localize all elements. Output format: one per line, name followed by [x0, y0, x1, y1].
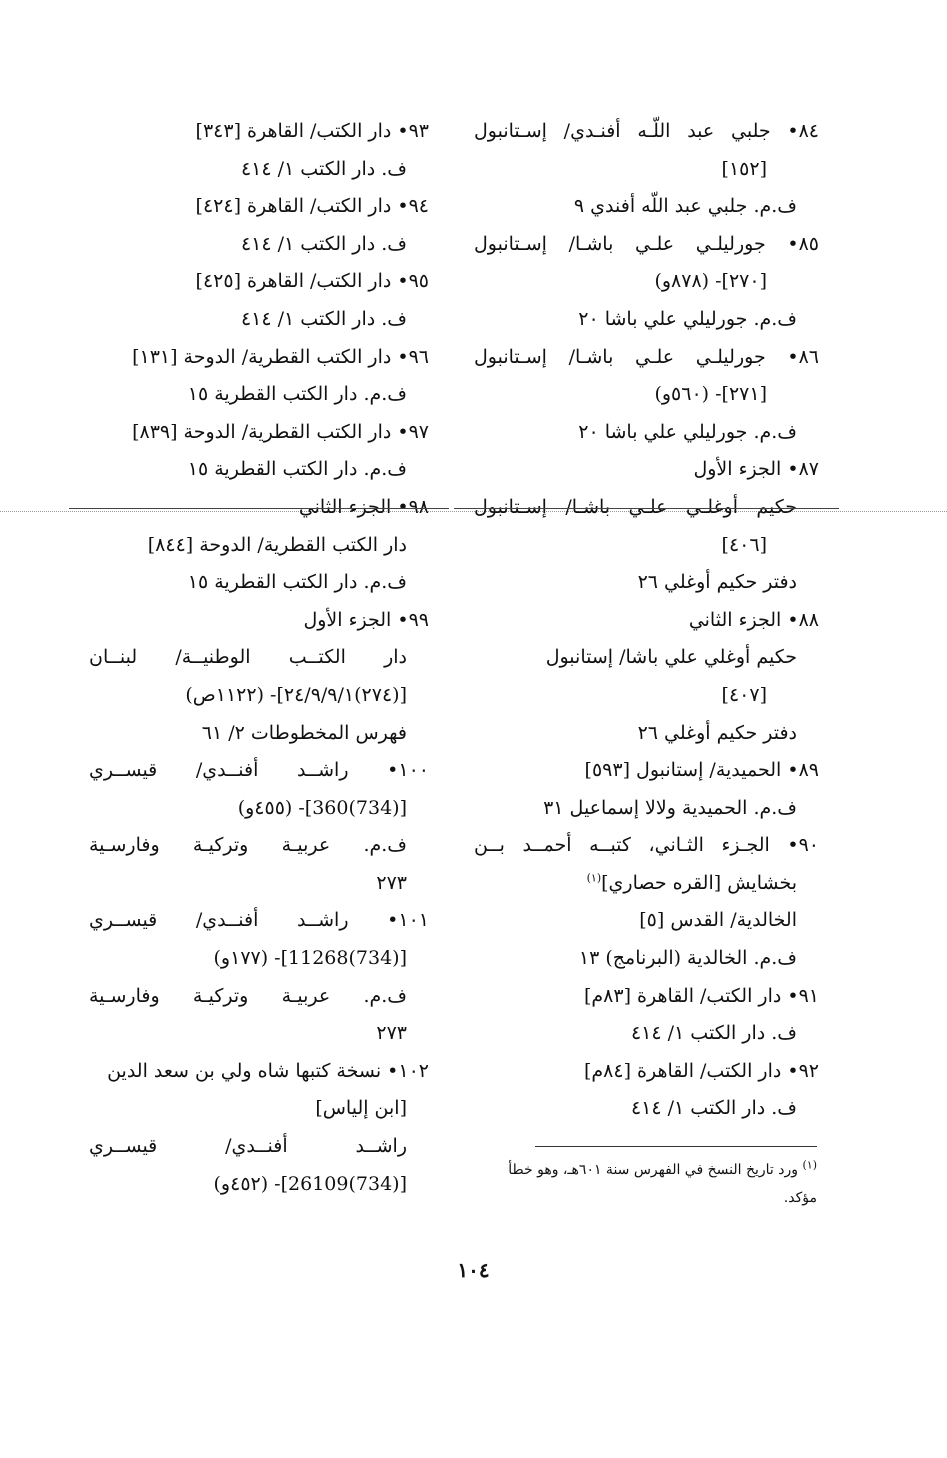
- catalog-line-text: دار الكتب القطرية/ الدوحة [٨٤٤]: [147, 533, 407, 556]
- catalog-line: [89, 263, 429, 301]
- left-column: [89, 113, 429, 1203]
- catalog-line-text: ١٠٢• نسخة كتبها شاه ولي بن سعد الدين: [107, 1059, 429, 1082]
- catalog-line-text: [٤٠٧]: [721, 683, 767, 706]
- catalog-line-text: حكيم أوغلـي علـي باشـا/ إسـتانبول: [474, 495, 797, 518]
- catalog-line: [89, 489, 429, 527]
- catalog-line: [89, 301, 429, 339]
- catalog-line-text: [(٢٧٤)٢٤/٩/٩/١]- (١١٢٢ص): [185, 683, 407, 706]
- catalog-line-text: ٨٧• الجزء الأول: [693, 458, 819, 481]
- catalog-line: [89, 865, 429, 903]
- catalog-line: [474, 489, 819, 527]
- catalog-line: [89, 1053, 429, 1091]
- catalog-line: [474, 564, 819, 602]
- right-column: [474, 113, 819, 1128]
- catalog-line-text: ف.م. دار الكتب القطرية ١٥: [187, 571, 407, 594]
- catalog-line-text: ٨٦• جورليلـي علـي باشـا/ إسـتانبول: [474, 345, 819, 368]
- catalog-line: [89, 1015, 429, 1053]
- catalog-line-text: [٢٧٠]- (٨٧٨و): [654, 270, 767, 293]
- catalog-line: [474, 301, 819, 339]
- catalog-line: [89, 113, 429, 151]
- catalog-line: [89, 564, 429, 602]
- catalog-line: [89, 376, 429, 414]
- catalog-line: [474, 339, 819, 377]
- catalog-line: [474, 940, 819, 978]
- footnote: [472, 1156, 817, 1212]
- catalog-line-text: ف.م. دار الكتب القطرية ١٥: [187, 383, 407, 406]
- catalog-line-text: ٨٥• جورليلـي علـي باشـا/ إسـتانبول: [474, 232, 819, 255]
- catalog-line-text: [(734)11268]- (١٧٧و): [213, 947, 407, 970]
- catalog-line-text: راشــد أفنــدي/ قيســري: [89, 1135, 407, 1158]
- catalog-line-text: ف.م. الخالدية (البرنامج) ١٣: [578, 947, 797, 970]
- catalog-line-text: ف.م. جورليلي علي باشا ٢٠: [578, 420, 797, 443]
- catalog-line: [89, 151, 429, 189]
- catalog-line: [474, 752, 819, 790]
- catalog-line-text: ف.م. الحميدية ولالا إسماعيل ٣١: [543, 796, 797, 819]
- catalog-line-text: ٩٨• الجزء الثاني: [298, 495, 429, 518]
- catalog-line: [474, 790, 819, 828]
- catalog-line-text: الخالدية/ القدس [٥]: [639, 909, 797, 932]
- catalog-line: [89, 1166, 429, 1204]
- catalog-line-text: ف. دار الكتب ١/ ٤١٤: [630, 1022, 797, 1045]
- catalog-line-text: دفتر حكيم أوغلي ٢٦: [637, 721, 797, 744]
- catalog-line: [89, 978, 429, 1016]
- catalog-line-text: ٩٧• دار الكتب القطرية/ الدوحة [٨٣٩]: [132, 420, 429, 443]
- catalog-line-text: دار الكتــب الوطنيــة/ لبنــان: [89, 646, 407, 669]
- page-number: ١٠٤: [457, 1258, 490, 1282]
- catalog-line-text: ٨٤• جلبي عبد اللّـه أفنـدي/ إسـتانبول: [474, 120, 819, 142]
- catalog-line-text: فهرس المخطوطات ٢/ ٦١: [201, 721, 407, 744]
- catalog-line-text: ٨٩• الحميدية/ إستانبول [٥٩٣]: [584, 759, 819, 782]
- catalog-line-text: ١٠١• راشــد أفنــدي/ قيســري: [89, 909, 429, 932]
- catalog-line: [89, 827, 429, 865]
- catalog-line: [89, 602, 429, 640]
- catalog-line-text: ٨٨• الجزء الثاني: [688, 608, 819, 631]
- catalog-line: [89, 715, 429, 753]
- catalog-line: [474, 451, 819, 489]
- catalog-line: [89, 339, 429, 377]
- catalog-line-text: [(734)360]- (٤٥٥و): [237, 796, 407, 819]
- catalog-line: [474, 263, 819, 301]
- catalog-line-text: ٩٣• دار الكتب/ القاهرة [٣٤٣]: [195, 120, 429, 142]
- catalog-line-text: ٩٠• الجـزء الثـاني، كتبــه أحمــد بــن: [474, 834, 819, 857]
- catalog-line: [89, 1128, 429, 1166]
- footnote-text: ورد تاريخ النسخ في الفهرس سنة ٦٠١هـ، وهو خطأ مؤكد.: [508, 1162, 817, 1206]
- catalog-line: [474, 902, 819, 940]
- catalog-line-text: [ابن إلياس]: [315, 1097, 407, 1120]
- catalog-line: [89, 414, 429, 452]
- catalog-line-text: ف. دار الكتب ١/ ٤١٤: [240, 232, 407, 255]
- catalog-line-text: ٩٩• الجزء الأول: [303, 608, 429, 631]
- catalog-line: [474, 715, 819, 753]
- catalog-line-text: ف. دار الكتب ١/ ٤١٤: [630, 1097, 797, 1120]
- catalog-line-text: [٢٧١]- (٥٦٠و): [654, 383, 767, 406]
- catalog-line-text: ف.م. جورليلي علي باشا ٢٠: [578, 307, 797, 330]
- catalog-line: [89, 451, 429, 489]
- catalog-line: [474, 602, 819, 640]
- catalog-line-text: ٩٦• دار الكتب القطرية/ الدوحة [١٣١]: [132, 345, 429, 368]
- footnote-reference: (١): [586, 871, 602, 885]
- catalog-line: [474, 978, 819, 1016]
- catalog-line-text: ٩١• دار الكتب/ القاهرة [٨٣م]: [583, 984, 819, 1007]
- catalog-line: [474, 1015, 819, 1053]
- catalog-line-text: ٩٥• دار الكتب/ القاهرة [٤٢٥]: [195, 270, 429, 293]
- catalog-line: [474, 865, 819, 903]
- catalog-line-text: ٢٧٣: [376, 871, 407, 894]
- catalog-line: [89, 677, 429, 715]
- catalog-line: [89, 1090, 429, 1128]
- catalog-line-text: بخشايش [القره حصاري]: [601, 871, 797, 894]
- catalog-line: [89, 527, 429, 565]
- catalog-line: [474, 414, 819, 452]
- catalog-line: [89, 226, 429, 264]
- catalog-line-text: ١٠٠• راشــد أفنــدي/ قيســري: [89, 759, 429, 782]
- catalog-line-text: ف.م. عربيـة وتركيـة وفارسـية: [89, 834, 407, 857]
- catalog-line: [89, 639, 429, 677]
- catalog-line: [474, 376, 819, 414]
- catalog-line: [89, 188, 429, 226]
- catalog-line-text: [٤٠٦]: [721, 533, 767, 556]
- catalog-line-text: ٩٢• دار الكتب/ القاهرة [٨٤م]: [583, 1059, 819, 1082]
- catalog-line: [89, 902, 429, 940]
- catalog-line: [474, 188, 819, 226]
- catalog-line: [474, 1090, 819, 1128]
- catalog-line-text: ف. دار الكتب ١/ ٤١٤: [240, 157, 407, 180]
- catalog-line-text: ٢٧٣: [376, 1022, 407, 1045]
- catalog-line: [474, 113, 819, 151]
- catalog-line: [474, 527, 819, 565]
- catalog-line-text: ف.م. عربيـة وتركيـة وفارسـية: [89, 984, 407, 1007]
- catalog-line-text: ف.م. جلبي عبد اللّه أفندي ٩: [573, 195, 797, 218]
- catalog-line: [474, 1053, 819, 1091]
- catalog-line: [89, 940, 429, 978]
- catalog-line: [474, 226, 819, 264]
- catalog-line: [89, 790, 429, 828]
- catalog-line: [89, 752, 429, 790]
- catalog-line-text: [(734)26109]- (٤٥٢و): [213, 1172, 407, 1195]
- catalog-line-text: ف.م. دار الكتب القطرية ١٥: [187, 458, 407, 481]
- catalog-line: [474, 639, 819, 677]
- catalog-line-text: حكيم أوغلي علي باشا/ إستانبول: [545, 646, 797, 669]
- catalog-line-text: [١٥٢]: [721, 157, 767, 180]
- catalog-line: [474, 677, 819, 715]
- footnote-marker: (١): [802, 1158, 817, 1172]
- catalog-line-text: ٩٤• دار الكتب/ القاهرة [٤٢٤]: [195, 195, 429, 218]
- catalog-line-text: ف. دار الكتب ١/ ٤١٤: [240, 307, 407, 330]
- catalog-line-text: دفتر حكيم أوغلي ٢٦: [637, 571, 797, 594]
- catalog-line: [474, 827, 819, 865]
- footnote-separator: [535, 1146, 817, 1147]
- catalog-line: [474, 151, 819, 189]
